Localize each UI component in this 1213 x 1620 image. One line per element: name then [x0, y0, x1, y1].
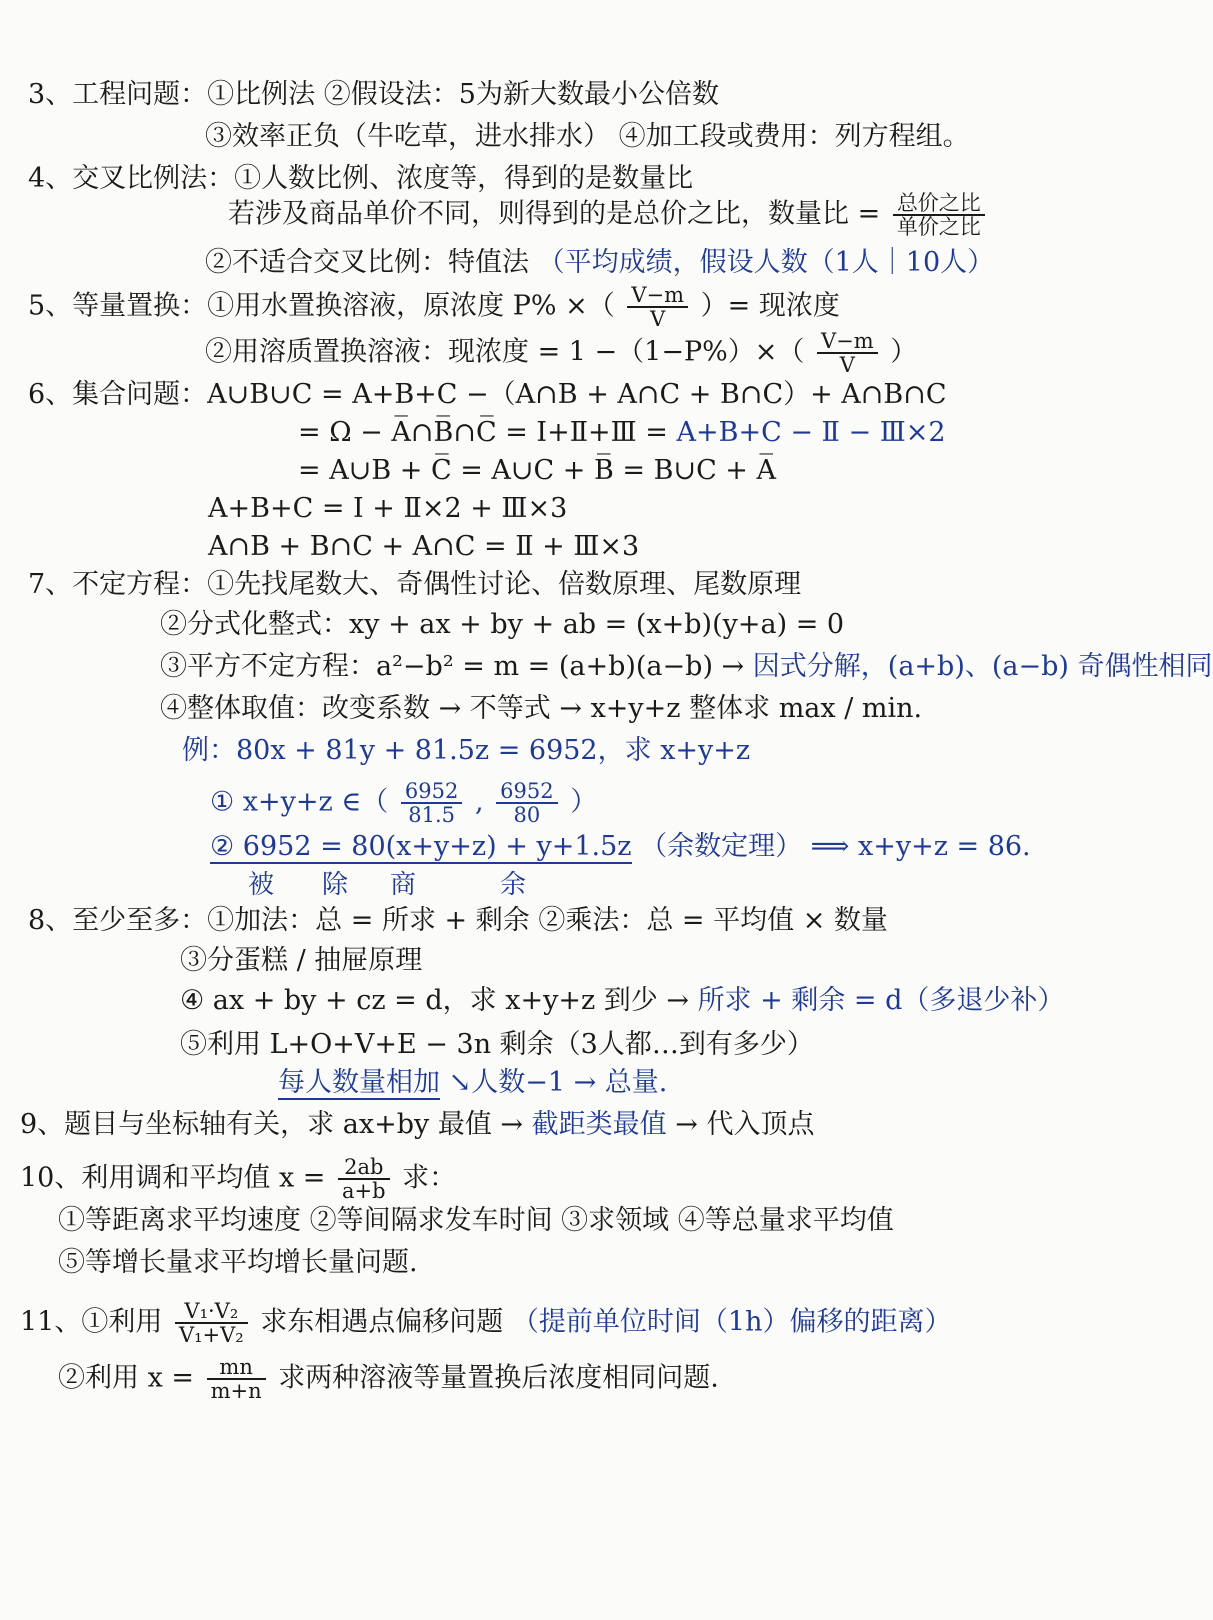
s9-line1 [20, 1108, 814, 1142]
label-remainder: 余 [500, 870, 527, 900]
s7-ex2-tail: （余数定理） ⟹ x+y+z = 86. [640, 831, 1031, 862]
s6-line3: = A∪B + C̅ = A∪C + B̅ = B∪C + A̅ [298, 455, 777, 486]
s11-line2-tail: 求两种溶液等量置换后浓度相同问题. [278, 1362, 719, 1394]
s8-line3-text: ④ ax + by + cz = d，求 x+y+z 到少 → [180, 985, 689, 1016]
label-quotient: 商 [390, 870, 417, 900]
s6-line1: 6、集合问题：A∪B∪C = A+B+C −（A∩B + A∩C + B∩C）+ A∩B∩C [28, 379, 947, 410]
s7-ex1-text: ① x+y+z ∈（ [210, 786, 389, 818]
s8-line2: ③分蛋糕 / 抽屉原理 [180, 945, 423, 976]
fraction-denominator: a+b [341, 1179, 386, 1203]
s6-line4: A+B+C = Ⅰ + Ⅱ×2 + Ⅲ×3 [208, 493, 568, 524]
s4-line2-text: 若涉及商品单价不同，则得到的是总价之比，数量比 = [228, 198, 881, 230]
fraction-numerator: 总价之比 [893, 192, 985, 216]
s4-line2 [228, 192, 989, 238]
s7-example-2 [210, 830, 1031, 864]
s4-line3 [205, 246, 994, 280]
s10-line3: ⑤等增长量求平均增长量问题. [58, 1247, 418, 1278]
s11-fraction-1 [175, 1300, 248, 1346]
harmonic-mean-fraction [338, 1156, 390, 1202]
s5-line2-text: ②用溶质置换溶液：现浓度 = 1 −（1−P%）×（ [205, 336, 805, 368]
s6-line5: A∩B + B∩C + A∩C = Ⅱ + Ⅲ×3 [208, 531, 640, 562]
fraction-numerator: 2ab [338, 1156, 390, 1180]
fraction-denominator: m+n [210, 1379, 262, 1403]
s3-line1: 3、工程问题：①比例法 ②假设法：5为新大数最小公倍数 [28, 79, 719, 110]
s10-line2: ①等距离求平均速度 ②等间隔求发车时间 ③求领域 ④等总量求平均值 [58, 1205, 894, 1236]
s6-line2-blue: A+B+C − Ⅱ − Ⅲ×2 [676, 417, 946, 448]
s5-line2-tail: ） [890, 336, 918, 368]
s8-line3 [180, 984, 1064, 1018]
s7-line3-text: ③平方不定方程：a²−b² = m = (a+b)(a−b) → [160, 651, 745, 682]
s5-fraction-2 [817, 330, 878, 376]
s10-line1 [20, 1156, 456, 1202]
s9-line1-blue: 截距类最值 [531, 1109, 667, 1140]
s5-line1-text: 5、等量置换：①用水置换溶液，原浓度 P% ×（ [28, 290, 615, 322]
s11-line1-text: 11、①利用 [20, 1306, 163, 1338]
s3-line2: ③效率正负（牛吃草，进水排水） ④加工段或费用：列方程组。 [205, 121, 970, 152]
s7-line3 [160, 650, 1213, 684]
s6-line2 [298, 416, 946, 450]
fraction-denominator: V [650, 307, 666, 331]
s8-line3-blue: 所求 + 剩余 = d（多退少补） [697, 985, 1065, 1016]
s7-line3-blue: 因式分解，(a+b)、(a−b) 奇偶性相同 [752, 651, 1213, 682]
s9-line1-tail: → 代入顶点 [675, 1109, 815, 1140]
s7-example: 例：80x + 81y + 81.5z = 6952，求 x+y+z [182, 735, 751, 766]
s4-line1: 4、交叉比例法：①人数比例、浓度等，得到的是数量比 [28, 163, 694, 194]
s9-line1-text: 9、题目与坐标轴有关，求 ax+by 最值 → [20, 1109, 524, 1140]
s7-ex1-close: ） [570, 786, 598, 818]
fraction-numerator: 6952 [401, 780, 462, 804]
s11-line1-blue: （提前单位时间（1h）偏移的距离） [511, 1306, 952, 1338]
fraction-denominator: 80 [513, 803, 541, 827]
s7-example-1: ① x+y+z ∈（ $\frac{6952}{81.5}$ , $\frac{6952}{80}$ ） [210, 779, 598, 827]
fraction-denominator: 81.5 [408, 803, 456, 827]
s8-line5 [278, 1066, 667, 1100]
s8-line1: 8、至少至多：①加法：总 = 所求 + 剩余 ②乘法：总 = 平均值 × 数量 [28, 905, 888, 936]
fraction-numerator: V−m [817, 330, 878, 354]
s8-line4: ⑤利用 L+O+V+E − 3n 剩余（3人都…到有多少） [180, 1029, 814, 1060]
s7-line2: ②分式化整式：xy + ax + by + ab = (x+b)(y+a) = 0 [160, 609, 845, 640]
fraction-numerator: 6952 [496, 780, 557, 804]
label-dividend: 被 [248, 870, 275, 900]
fraction-numerator: V₁·V₂ [175, 1300, 248, 1324]
s4-line3-text: ②不适合交叉比例：特值法 [205, 247, 529, 278]
s7-line1: 7、不定方程：①先找尾数大、奇偶性讨论、倍数原理、尾数原理 [28, 569, 802, 600]
s7-ex2-equation: ② 6952 = 80(x+y+z) + y+1.5z [210, 831, 632, 862]
s7-line4: ④整体取值：改变系数 → 不等式 → x+y+z 整体求 max / min. [160, 693, 923, 724]
fraction-numerator: mn [207, 1356, 266, 1380]
s11-line2 [58, 1356, 719, 1402]
s11-line2-text: ②利用 x = [58, 1362, 195, 1394]
s10-line1-text: 10、利用调和平均值 x = [20, 1162, 326, 1194]
s7-ex1-fraction-b [496, 780, 557, 826]
s7-ex1-fraction-a [401, 780, 462, 826]
s5-line2 [205, 330, 917, 376]
fraction-denominator: V₁+V₂ [178, 1323, 244, 1347]
s11-fraction-2 [207, 1356, 266, 1402]
s11-line1-mid: 求东相遇点偏移问题 [260, 1306, 504, 1338]
s8-line5-b: ↘人数−1 → 总量. [448, 1067, 668, 1098]
s10-line1-tail: 求： [402, 1162, 457, 1194]
s4-line3-blue-note: （平均成绩，假设人数（1人｜10人） [537, 247, 995, 278]
s6-line2-text: = Ω − A̅∩B̅∩C̅ = Ⅰ+Ⅱ+Ⅲ = [298, 417, 668, 448]
fraction-denominator: 单价之比 [896, 215, 981, 239]
fraction-denominator: V [839, 353, 855, 377]
s5-line1 [28, 284, 840, 330]
s5-line1-tail: ）= 现浓度 [700, 290, 840, 322]
s11-line1 [20, 1300, 951, 1346]
s8-line5-a: 每人数量相加 [278, 1067, 440, 1098]
label-divisor: 除 [322, 870, 349, 900]
s5-fraction-1 [627, 284, 688, 330]
fraction-numerator: V−m [627, 284, 688, 308]
quantity-ratio-fraction [893, 192, 985, 238]
